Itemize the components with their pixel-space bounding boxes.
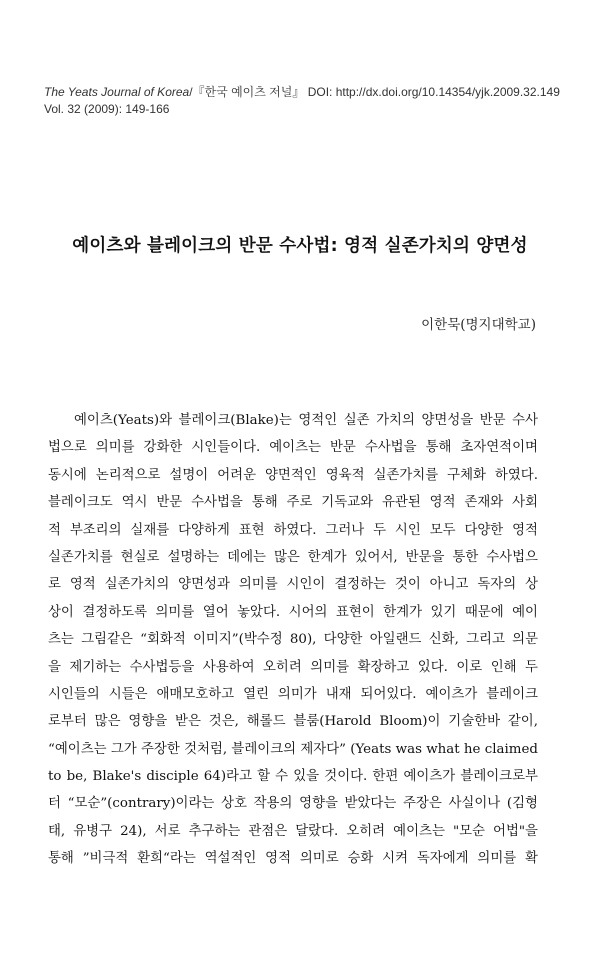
abstract-body xyxy=(48,407,538,873)
body-line: 동시에 논리적으로 설명이 어려운 양면적인 영육적 실존가치를 구체화 하였다. xyxy=(48,467,538,483)
body-line: 로부터 많은 영향을 받은 것은, 해롤드 블룸(Harold Bloom)이 기술한바 같이, xyxy=(48,714,538,730)
body-line: 태, 유병구 24), 서로 추구하는 관점은 달랐다. 오히려 예이츠는 "모순 어법"을 xyxy=(48,823,538,839)
body-line: “예이츠는 그가 주장한 것처럼, 블레이크의 제자다” (Yeats was what he claimed xyxy=(48,741,538,757)
doi-link[interactable]: DOI: http://dx.doi.org/10.14354/yjk.2009.32.149 xyxy=(304,85,560,99)
body-line: 로 영적 실존가치의 양면성과 의미를 시인이 결정하는 것이 아니고 독자의 상 xyxy=(48,577,538,593)
body-line: 츠는 그림같은 “회화적 이미지”(박수정 80), 다양한 아일랜드 신화, 그리고 의문 xyxy=(48,632,538,648)
volume-info: Vol. 32 (2009): 149-166 xyxy=(44,102,170,116)
body-line: 상이 결정하도록 의미를 열어 놓았다. 시어의 표현이 한계가 있기 때문에 예이 xyxy=(48,604,538,620)
body-line: 예이츠(Yeats)와 블레이크(Blake)는 영적인 실존 가치의 양면성을 반문 수사 xyxy=(74,413,538,428)
journal-name: The Yeats Journal of Korea xyxy=(44,85,190,99)
paper-title: 예이츠와 블레이크의 반문 수사법: 영적 실존가치의 양면성 xyxy=(72,236,528,256)
journal-citation-line xyxy=(44,84,560,101)
body-line: 시인들의 시들은 애매모호하고 열린 의미가 내재 되어있다. 예이츠가 블레이크 xyxy=(48,686,538,702)
body-line: 적 부조리의 실재를 다양하게 표현 하였다. 그러나 두 시인 모두 다양한 영적 xyxy=(48,522,538,538)
body-line: 법으로 의미를 강화한 시인들이다. 예이츠는 반문 수사법을 통해 초자연적이며 xyxy=(48,440,538,456)
body-line: to be, Blake's disciple 64)라고 할 수 있을 것이다. 한편 예이츠가 블레이크로부 xyxy=(48,769,538,785)
author-affiliation: 이한묵(명지대학교) xyxy=(421,317,536,333)
journal-header xyxy=(44,84,560,118)
body-line: 통해 ”비극적 환희“라는 역설적인 영적 의미로 승화 시켜 독자에게 의미를 확 xyxy=(48,851,538,867)
body-line: 터 “모순”(contrary)이라는 상호 작용의 영향을 받았다는 주장은 사실이나 (김형 xyxy=(48,796,538,812)
body-line: 을 제기하는 수사법등을 사용하여 오히려 의미를 확장하고 있다. 이로 인해 두 xyxy=(48,659,538,675)
journal-korean-name: /『한국 예이츠 저널』 xyxy=(189,85,305,99)
body-line: 실존가치를 현실로 설명하는 데에는 많은 한계가 있어서, 반문을 통한 수사법으 xyxy=(48,549,538,565)
body-line: 블레이크도 역시 반문 수사법을 통해 주로 기독교와 유관된 영적 존재와 사회 xyxy=(48,495,538,511)
